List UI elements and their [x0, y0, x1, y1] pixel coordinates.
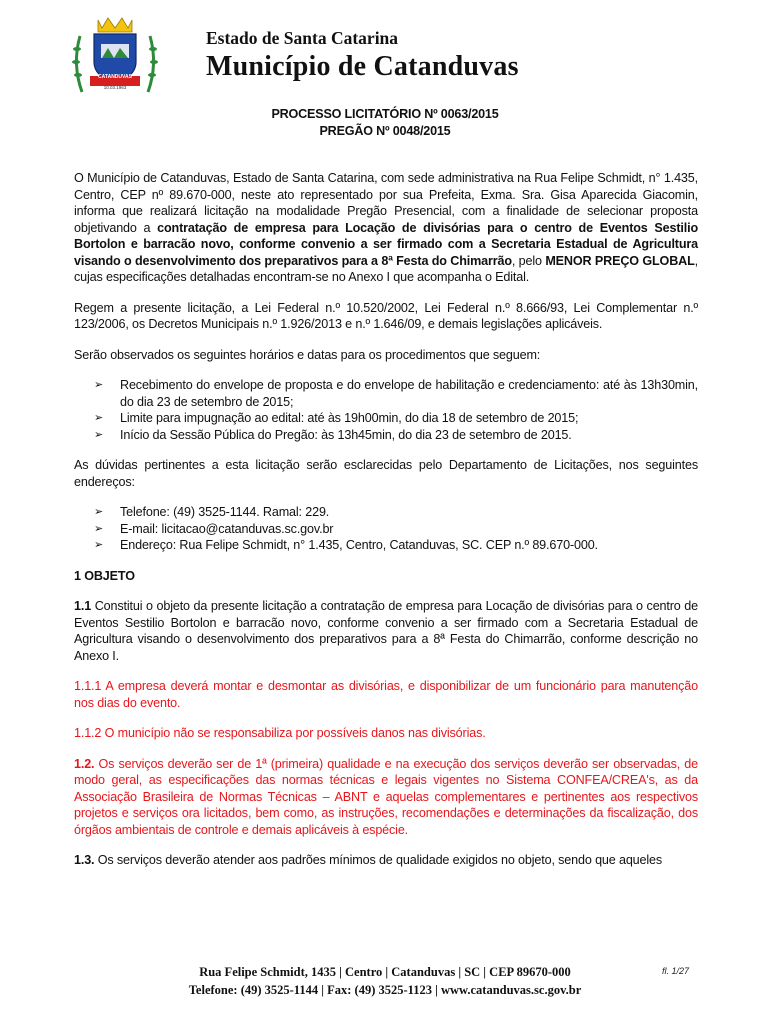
state-name: Estado de Santa Catarina	[206, 28, 399, 48]
crest-label: CATANDUVAS	[98, 74, 132, 80]
letterhead-text	[206, 28, 519, 83]
arrow-bullet-icon: ➢	[94, 428, 104, 441]
page-footer	[0, 963, 770, 999]
municipal-crest-icon	[68, 14, 162, 102]
arrow-bullet-icon: ➢	[94, 522, 104, 535]
letterhead	[68, 14, 710, 104]
intro-paragraph: O Município de Catanduvas, Estado de Santa Catarina, com sede administrativa na Rua Felipe Schmidt, n° 1.435, Centro, CEP nº 89.670-000, neste ato representado por sua Prefeita, Exma. Sra. Gisa Aparecida Giacomin, informa que realizará licitação na modalidade Pregão Presencial, com a finalidade de selecionar proposta objetivando a contratação de empresa para Locação de divisórias para o centro de Eventos Sestilio Bortolon e barracão novo, conforme convenio a ser firmado com a Secretaria Estadual de Agricultura visando o desenvolvimento dos preparativos para a 8ª Festa do Chimarrão, pelo MENOR PREÇO GLOBAL, cujas especificações detalhadas encontram-se no Anexo I que acompanha o Edital.	[74, 171, 698, 284]
section-heading: 1 OBJETO	[74, 568, 135, 583]
email-contact: E-mail: licitacao@catanduvas.sc.gov.br	[120, 521, 334, 536]
list-item	[94, 504, 698, 521]
arrow-bullet-icon: ➢	[94, 506, 104, 518]
list-item: ➢ Recebimento do envelope de proposta e do envelope de habilitação e credenciamento: até às 13h30min, do dia 23 de setembro de 2015;	[94, 378, 698, 409]
document-body	[74, 170, 698, 883]
crest-date: 10.03.1963	[103, 85, 127, 90]
footer-contacts: Telefone: (49) 3525-1144 | Fax: (49) 3525-1123 | www.catanduvas.sc.gov.br	[188, 983, 582, 997]
criterion-highlight: MENOR PREÇO GLOBAL	[545, 253, 695, 268]
clause-1-1: 1.1 Constitui o objeto da presente licitação a contratação de empresa para Locação de divisórias para o centro de Eventos Sestilio Bortolon e barracão novo, conforme convenio a ser firmado com a Secretaria Estadual de Agricultura visando o desenvolvimento dos preparativos para a 8ª Festa do Chimarrão, conforme descrição no Anexo I.	[74, 599, 698, 663]
clause-1-3: 1.3. Os serviços deverão atender aos padrões mínimos de qualidade exigidos no objeto, sendo que aqueles	[74, 853, 663, 867]
arrow-bullet-icon: ➢	[94, 379, 104, 391]
schedule-list	[74, 377, 698, 443]
list-item	[94, 521, 698, 538]
document-title	[0, 106, 770, 140]
page-number: fl. 1/27	[662, 966, 690, 976]
object-highlight: contratação de empresa para Locação de divisórias para o centro de Eventos Sestilio Bortolon e barracão novo, conforme convenio a ser firmado com a Secretaria Estadual de Agricultura visando o desenvolvimento dos preparativos para a 8ª Festa do Chimarrão	[74, 220, 698, 268]
municipality-name: Município de Catanduvas	[206, 51, 519, 82]
clause-1-1-1: 1.1.1 A empresa deverá montar e desmontar as divisórias, e disponibilizar de um funcionário para manutenção nos dias do evento.	[74, 679, 698, 710]
process-number: PROCESSO LICITATÓRIO Nº 0063/2015	[271, 107, 499, 121]
arrow-bullet-icon: ➢	[94, 539, 104, 551]
legal-basis-paragraph: Regem a presente licitação, a Lei Federal n.º 10.520/2002, Lei Federal n.º 8.666/93, Lei Complementar n.º 123/2006, os Decretos Municipais n.º 1.926/2013 e n.º 1.646/09, e demais legislações aplicáveis.	[74, 300, 698, 331]
list-item: ➢ Limite para impugnação ao edital: até às 19h00min, do dia 18 de setembro de 2015;	[94, 411, 579, 425]
clause-1-1-2: 1.1.2 O município não se responsabiliza por possíveis danos nas divisórias.	[74, 726, 486, 740]
schedule-intro: Serão observados os seguintes horários e datas para os procedimentos que seguem:	[74, 347, 541, 362]
pregao-number: PREGÃO Nº 0048/2015	[319, 124, 451, 138]
arrow-bullet-icon: ➢	[94, 412, 104, 424]
phone-contact: Telefone: (49) 3525-1144. Ramal: 229.	[120, 505, 330, 519]
inquiries-paragraph: As dúvidas pertinentes a esta licitação serão esclarecidas pelo Departamento de Licitações, nos seguintes endereços:	[74, 458, 698, 489]
list-item: ➢ Início da Sessão Pública do Pregão: às 13h45min, do dia 23 de setembro de 2015.	[94, 427, 572, 442]
address-contact: Endereço: Rua Felipe Schmidt, n° 1.435, Centro, Catanduvas, SC. CEP n.º 89.670-000.	[120, 538, 598, 552]
list-item	[94, 537, 698, 554]
clause-1-2: 1.2. Os serviços deverão ser de 1ª (primeira) qualidade e na execução dos serviços deverão ser observadas, de modo geral, as especificações das normas técnicas e legais vigentes no Sistema CONFEA/CREA's, as da Associação Brasileira de Normas Técnicas – ABNT e aquelas complementares e pertinentes aos respectivos projetos e serviços ora licitados, bem como, as instruções, recomendações e determinações da fiscalização, dos órgãos ambientais de controle e demais aplicáveis à espécie.	[74, 756, 698, 837]
contact-list	[74, 504, 698, 554]
footer-address: Rua Felipe Schmidt, 1435 | Centro | Catanduvas | SC | CEP 89670-000	[199, 965, 571, 979]
